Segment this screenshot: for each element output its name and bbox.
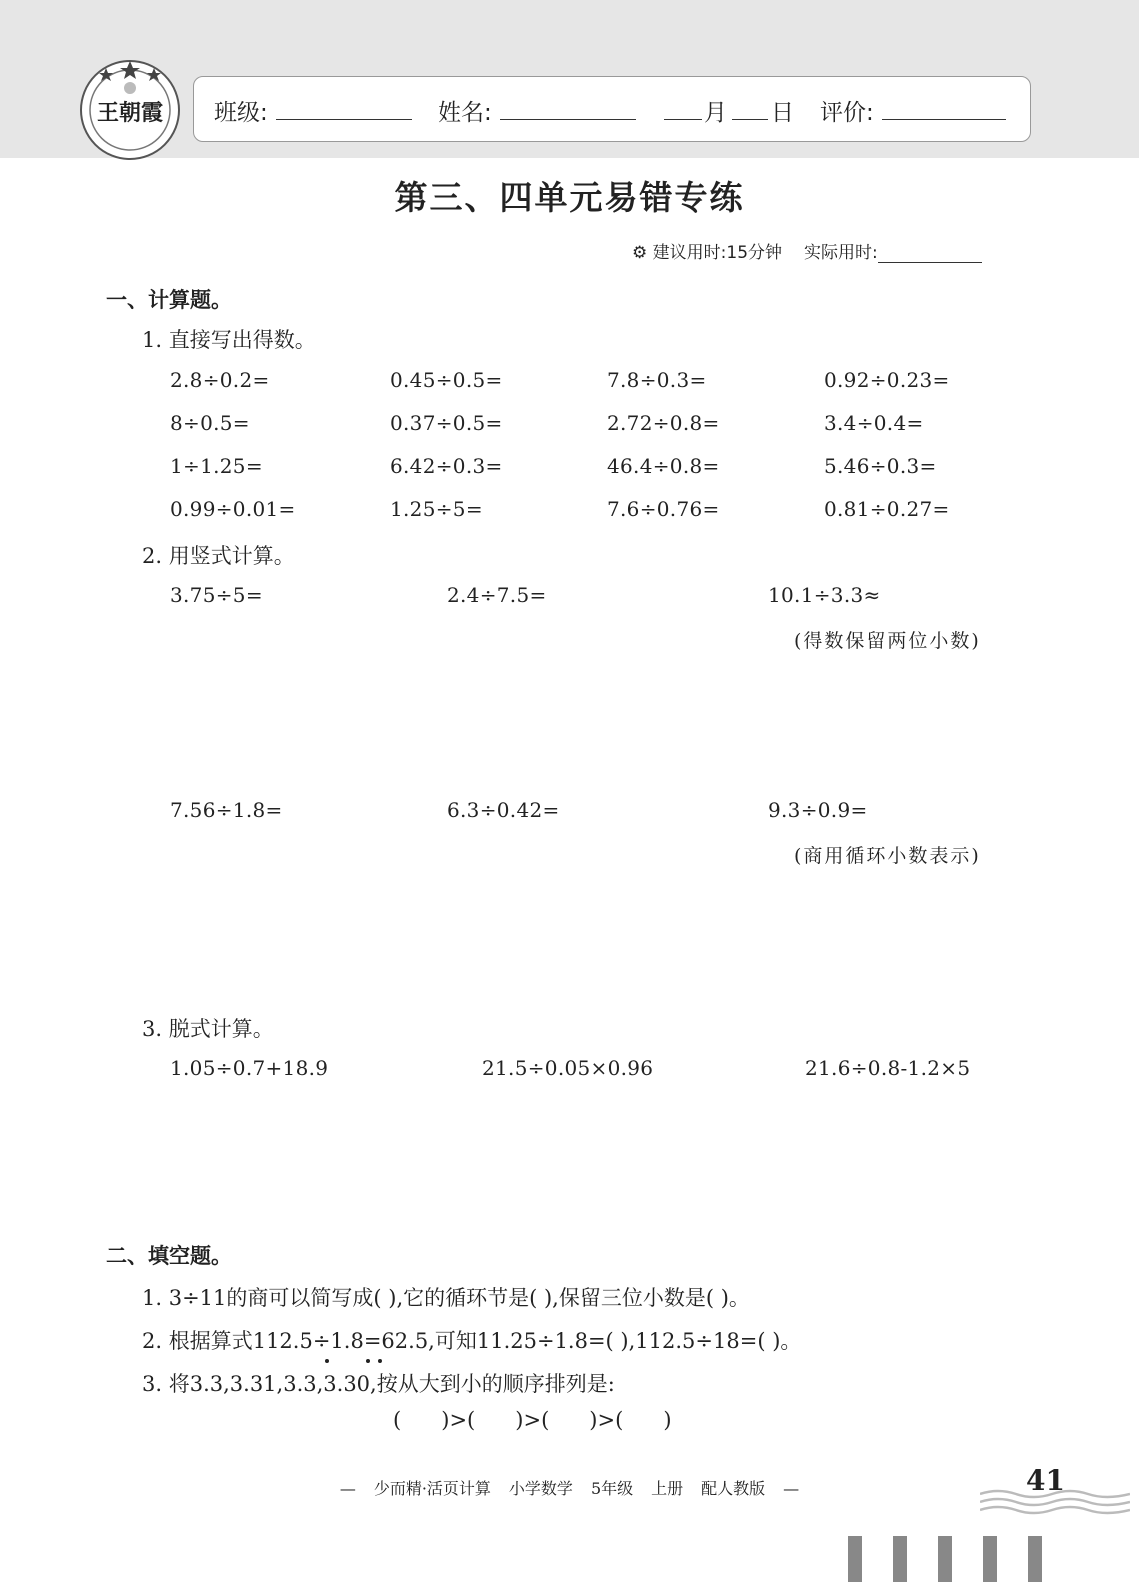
footer-volume: 上册 [651, 1479, 684, 1498]
day-label: 日 [771, 100, 794, 126]
mental-item: 5.46÷0.3= [824, 454, 937, 478]
footer: — 少而精·活页计算 小学数学 5年级 上册 配人教版 — [339, 1479, 800, 1498]
page-title: 第三、四单元易错专练 [394, 178, 745, 217]
repeating-dot [325, 1359, 329, 1363]
section-heading-fill-in: 二、填空题。 [106, 1244, 232, 1268]
student-info-box [193, 76, 1031, 142]
fill-question-2: 2. 根据算式112.5÷1.8=62.5,可知11.25÷1.8=( ),112.5÷18=( )。 [142, 1329, 802, 1353]
mental-item: 46.4÷0.8= [607, 454, 720, 478]
ordering-blanks[interactable]: ( )>( )>( )>( ) [393, 1408, 672, 1432]
mental-item: 1÷1.25= [170, 454, 263, 478]
repeating-decimal-note: (商用循环小数表示) [794, 845, 981, 867]
vertical-item: 7.56÷1.8= [170, 798, 283, 822]
publisher-logo [78, 58, 182, 162]
vertical-item: 6.3÷0.42= [447, 798, 560, 822]
month-label: 月 [704, 100, 727, 126]
evaluation-field[interactable] [882, 95, 1006, 120]
question-1-label: 1. 直接写出得数。 [142, 328, 316, 352]
mental-item: 0.45÷0.5= [390, 368, 503, 392]
vertical-item: 3.75÷5= [170, 583, 263, 607]
logo-text: 王朝霞 [96, 100, 164, 126]
name-label: 姓名: [438, 100, 492, 126]
class-label: 班级: [214, 100, 268, 126]
fill-question-3: 3. 将3.3,3.31,3.3,3.30,按从大到小的顺序排列是: [142, 1372, 615, 1396]
question-2-label: 2. 用竖式计算。 [142, 544, 295, 568]
footer-subject: 小学数学 [508, 1479, 573, 1498]
rounding-note: (得数保留两位小数) [794, 630, 981, 652]
footer-edition: 配人教版 [701, 1479, 766, 1498]
actual-time-field[interactable] [878, 242, 982, 263]
mental-item: 6.42÷0.3= [390, 454, 503, 478]
clock-icon: ⚙ [632, 243, 648, 263]
footer-grade: 5年级 [590, 1479, 634, 1498]
day-field[interactable] [732, 95, 768, 120]
page-number: 41 [1026, 1464, 1065, 1497]
time-info [632, 238, 982, 263]
mental-item: 0.81÷0.27= [824, 497, 950, 521]
expression-item: 1.05÷0.7+18.9 [170, 1056, 329, 1080]
repeating-dot [366, 1359, 370, 1363]
edge-tab-bars [848, 1536, 1048, 1582]
mental-item: 0.37÷0.5= [390, 411, 503, 435]
mental-item: 8÷0.5= [170, 411, 250, 435]
evaluation-label: 评价: [820, 100, 874, 126]
expression-item: 21.6÷0.8-1.2×5 [805, 1056, 971, 1080]
actual-time-label: 实际用时: [804, 243, 878, 263]
mental-item: 7.6÷0.76= [607, 497, 720, 521]
mental-item: 7.8÷0.3= [607, 368, 707, 392]
footer-book: 少而精·活页计算 [373, 1479, 491, 1498]
question-3-label: 3. 脱式计算。 [142, 1017, 274, 1041]
fill-question-1: 1. 3÷11的商可以简写成( ),它的循环节是( ),保留三位小数是( )。 [142, 1286, 750, 1310]
expression-item: 21.5÷0.05×0.96 [482, 1056, 654, 1080]
month-field[interactable] [664, 95, 702, 120]
mental-item: 2.72÷0.8= [607, 411, 720, 435]
suggested-time: 建议用时:15分钟 [652, 243, 783, 263]
vertical-item: 2.4÷7.5= [447, 583, 547, 607]
mental-item: 2.8÷0.2= [170, 368, 270, 392]
name-field[interactable] [500, 95, 636, 120]
mental-item: 0.99÷0.01= [170, 497, 296, 521]
mental-item: 0.92÷0.23= [824, 368, 950, 392]
vertical-item: 10.1÷3.3≈ [768, 583, 881, 607]
repeating-dot [378, 1359, 382, 1363]
mental-item: 1.25÷5= [390, 497, 483, 521]
section-heading-calculation: 一、计算题。 [106, 288, 232, 312]
vertical-item: 9.3÷0.9= [768, 798, 868, 822]
mental-item: 3.4÷0.4= [824, 411, 924, 435]
class-field[interactable] [276, 95, 412, 120]
